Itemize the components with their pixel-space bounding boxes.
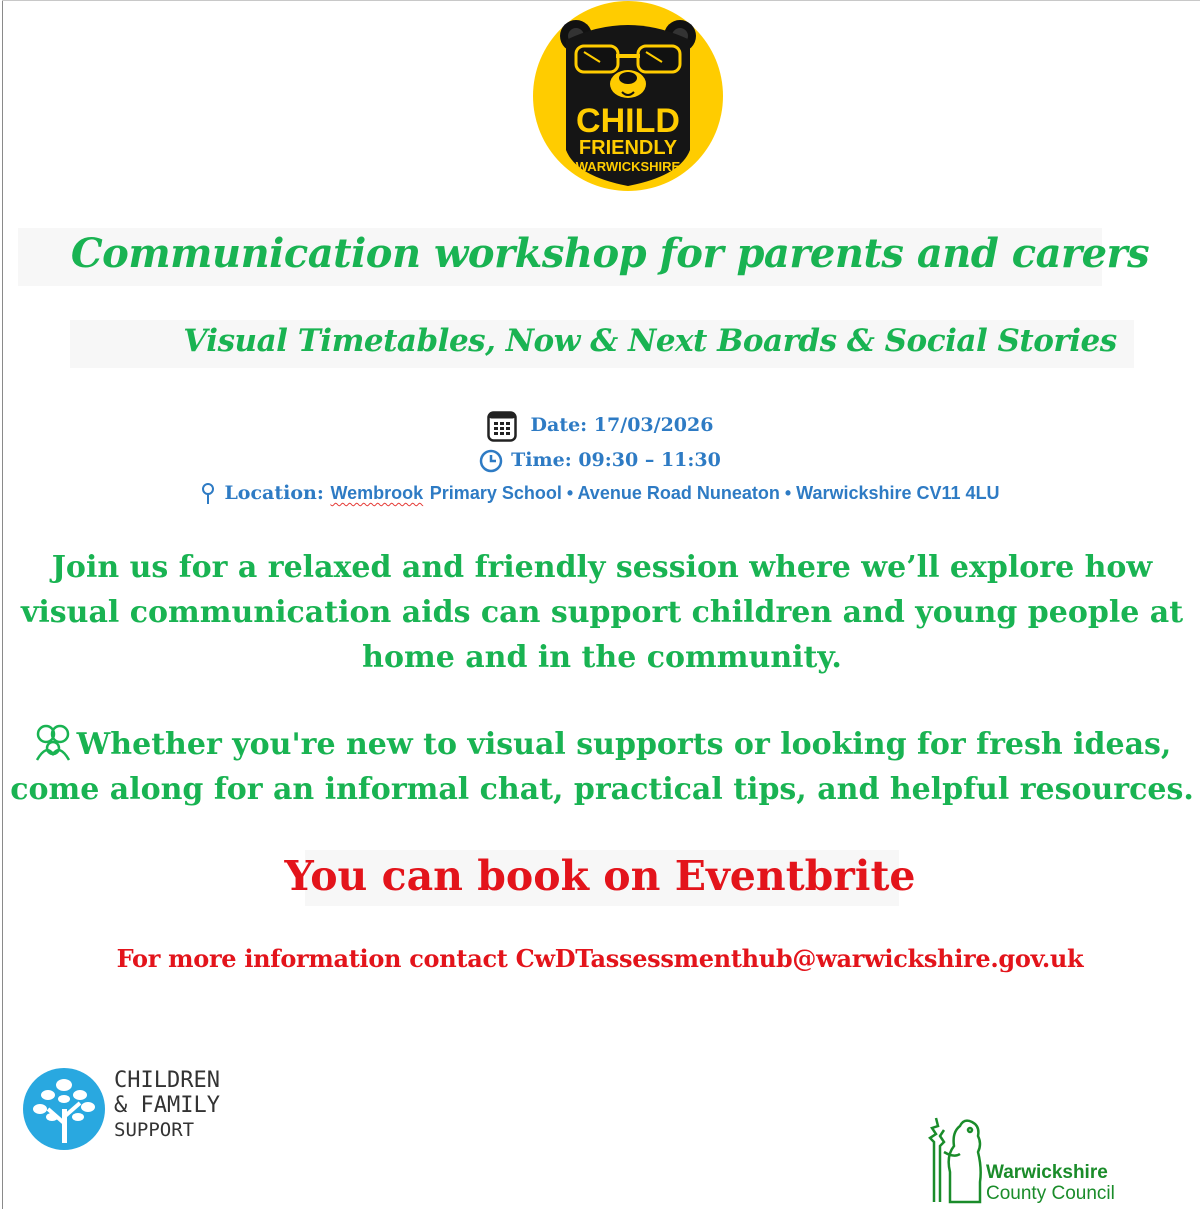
- page-border-left: [2, 0, 3, 1209]
- cfs-line-2: & FAMILY: [114, 1093, 220, 1118]
- event-time-text: Time: 09:30 – 11:30: [511, 449, 721, 471]
- wcc-line-1: Warwickshire: [986, 1162, 1108, 1183]
- logo-line-3: WARWICKSHIRE: [575, 159, 681, 174]
- event-date: [0, 410, 1200, 442]
- event-location: [0, 482, 1200, 506]
- cfs-wordmark: [114, 1068, 220, 1143]
- child-friendly-warwickshire-logo: [530, 0, 726, 192]
- wcc-wordmark: [986, 1162, 1115, 1204]
- details-paragraph: [10, 722, 1194, 812]
- location-address: Primary School • Avenue Road Nuneaton • Warwickshire CV11 4LU: [429, 483, 1000, 503]
- details-text: Whether you're new to visual supports or looking for fresh ideas, come along for an informal chat, practical tips, and helpful resources.: [10, 727, 1194, 807]
- contact-line: For more information contact CwDTassessmenthub@warwickshire.gov.uk: [116, 944, 1084, 973]
- children-icon: [33, 722, 73, 762]
- cfs-line-3: SUPPORT: [114, 1119, 195, 1141]
- cfs-line-1: CHILDREN: [114, 1068, 220, 1093]
- calendar-icon: [487, 410, 517, 442]
- event-time: [0, 449, 1200, 473]
- page-title: Communication workshop for parents and carers: [70, 230, 1150, 277]
- event-date-text: Date: 17/03/2026: [530, 414, 714, 436]
- tree-icon: [23, 1068, 105, 1150]
- page-subtitle: Visual Timetables, Now & Next Boards & Social Stories: [183, 323, 1117, 359]
- location-label: Location:: [224, 482, 324, 504]
- location-pin-icon: [200, 482, 216, 506]
- location-school-name: Wembrook: [330, 483, 424, 503]
- wcc-line-2: County Council: [986, 1183, 1115, 1204]
- logo-line-1: CHILD: [576, 102, 680, 140]
- booking-note: You can book on Eventbrite: [284, 852, 916, 900]
- intro-paragraph: Join us for a relaxed and friendly session where we’ll explore how visual communication aids can support children and young people at home and in the community.: [20, 550, 1184, 675]
- clock-icon: [479, 449, 503, 473]
- logo-line-2: FRIENDLY: [578, 137, 678, 159]
- warwickshire-county-council-logo: [926, 1112, 986, 1204]
- bear-and-ragged-staff-icon: [930, 1118, 981, 1202]
